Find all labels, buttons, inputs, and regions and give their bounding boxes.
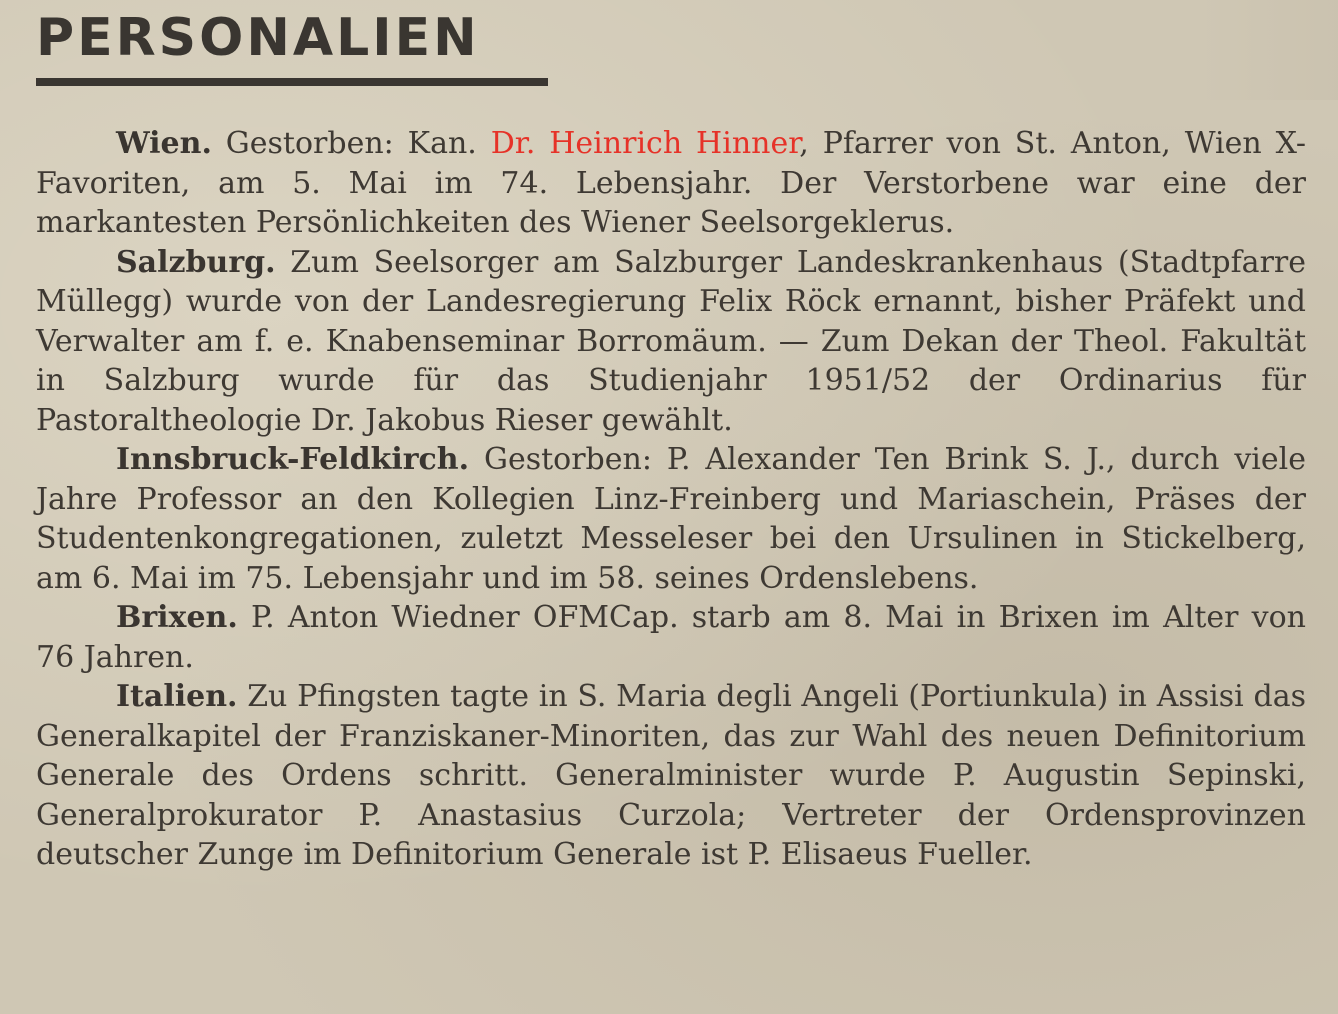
- entry-salzburg: [36, 243, 1306, 441]
- entry-text: Zum Seelsorger am Salzburger Landeskrankenhaus (Stadtpfarre Müllegg) wurde von der Landesregierung Felix Röck ernannt, bisher Präfekt und Verwalter am f. e. Knabenseminar Borromäum. — Zum Dekan der Theol. Fakultät in Salzburg wurde für das Studienjahr 1951/52 der Ordinarius für Pastoraltheologie Dr. Jakobus Rieser gewählt.: [36, 244, 1306, 438]
- entry-place: Italien.: [116, 679, 238, 714]
- entry-place: Innsbruck-Feldkirch.: [116, 442, 470, 477]
- entry-italien: [36, 677, 1306, 875]
- entry-text: P. Anton Wiedner OFMCap. starb am 8. Mai in Brixen im Alter von 76 Jahren.: [36, 600, 1306, 675]
- entry-place: Salzburg.: [116, 244, 276, 280]
- entry-brixen: [36, 598, 1306, 677]
- highlighted-name: Dr. Heinrich Hinner: [490, 126, 800, 161]
- entry-innsbruck-feldkirch: [36, 440, 1306, 598]
- page-edge-shadow: [1198, 0, 1338, 100]
- entry-place: Brixen.: [116, 600, 238, 635]
- article-body: [36, 124, 1306, 875]
- entry-text: Gestorben: Kan.: [211, 126, 491, 161]
- entry-text: Gestorben: P. Alexander Ten Brink S. J., durch viele Jahre Professor an den Kollegien Linz-Freinberg und Mariaschein, Präses der Studentenkongregationen, zuletzt Messeleser bei den Ursulinen in Stickelberg, am 6. Mai im 75. Lebensjahr und im 58. seines Ordenslebens.: [36, 442, 1306, 596]
- entry-wien: [36, 124, 1306, 243]
- entry-text: , Pfarrer von St. Anton, Wien X-Favoriten, am 5. Mai im 74. Lebensjahr. Der Verstorbene war eine der markantesten Persönlichkeiten des Wiener Seelsorgeklerus.: [36, 126, 1306, 240]
- entry-place: Wien.: [116, 126, 212, 161]
- page-title: PERSONALIEN: [36, 8, 480, 68]
- entry-text: Zu Pfingsten tagte in S. Maria degli Angeli (Portiunkula) in Assisi das Generalkapitel der Franziskaner-Minoriten, das zur Wahl des neuen Definitorium Generale des Ordens schritt. Generalminister wurde P. Augustin Sepinski, Generalprokurator P. Anastasius Curzola; Vertreter der Ordensprovinzen deutscher Zunge im Definitorium Generale ist P. Elisaeus Fueller.: [36, 679, 1306, 872]
- title-underline: [36, 78, 548, 86]
